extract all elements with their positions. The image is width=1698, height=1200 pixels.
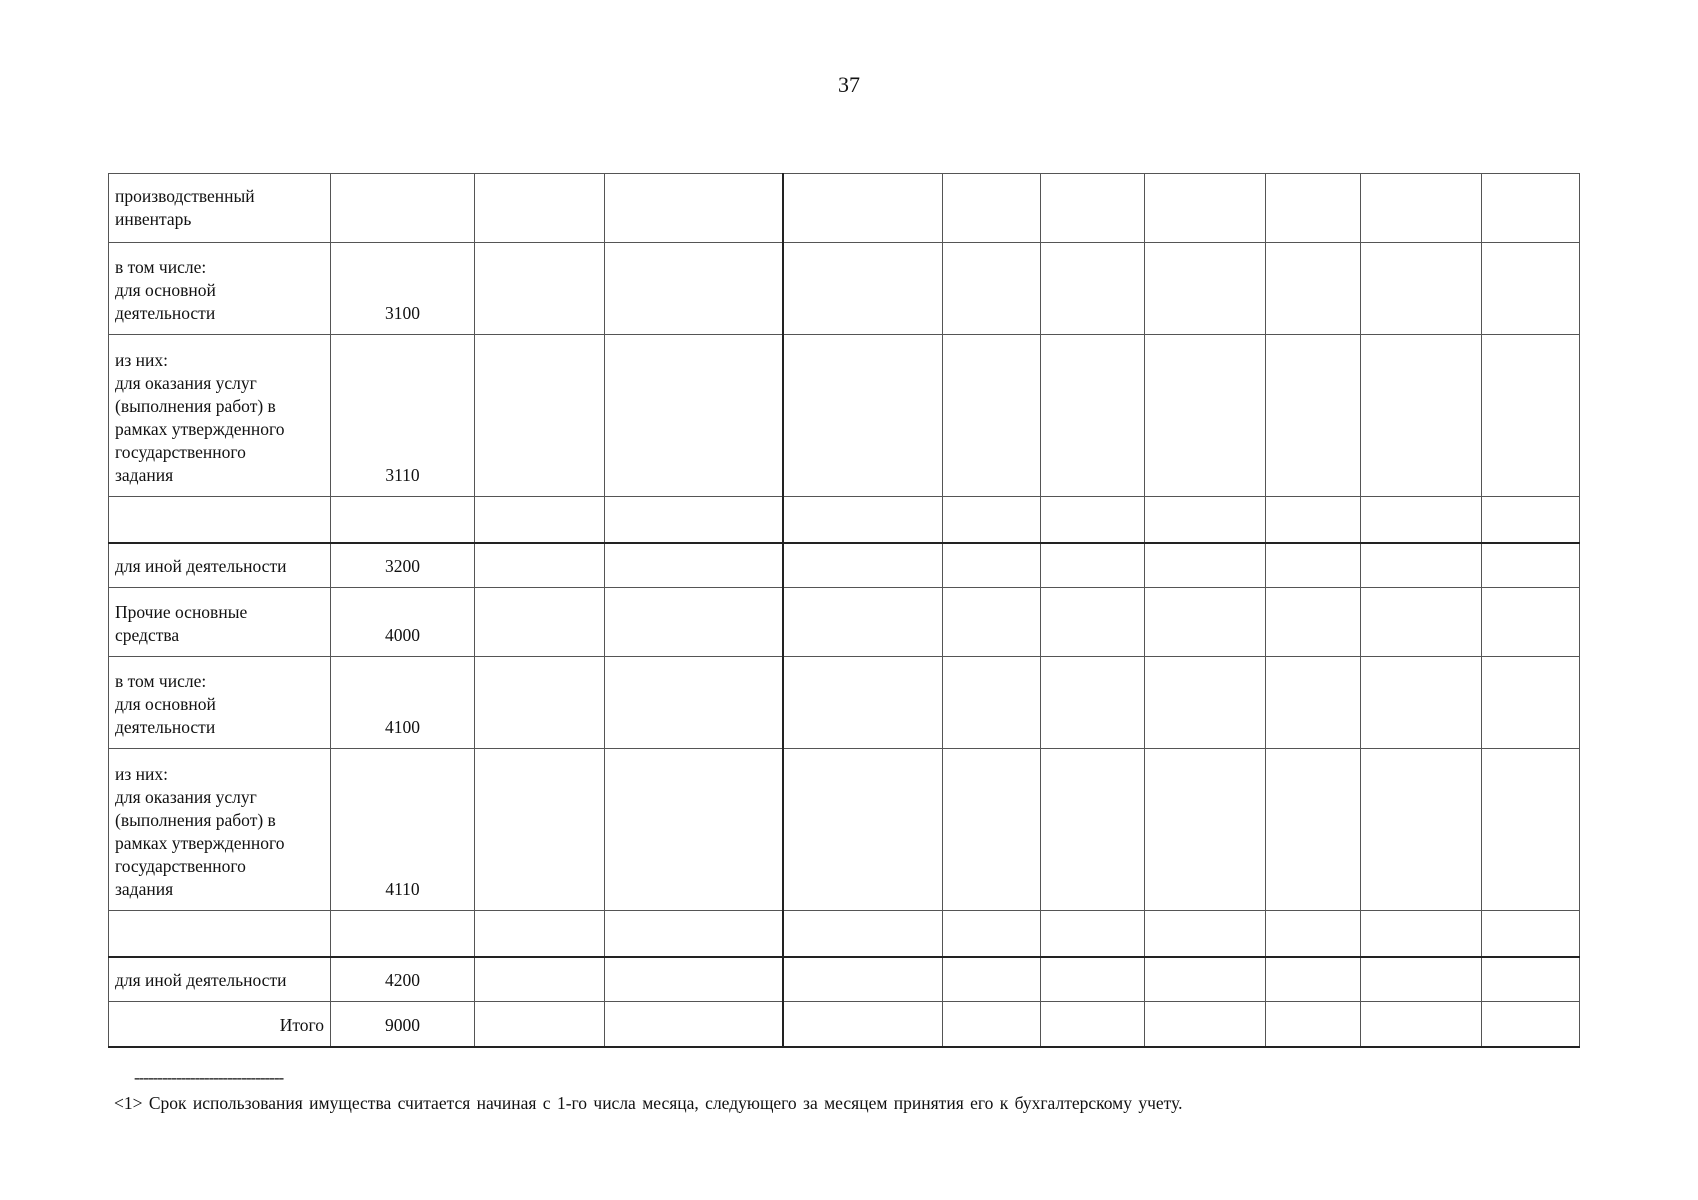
row-label: для иной деятельности [109, 543, 331, 588]
row-label [109, 497, 331, 543]
footnote-text: <1> Срок использования имущества считается начиная с 1-го числа месяца, следующего за месяцем принятия его к бухгалтерскому учету. [114, 1093, 1183, 1113]
table-row [109, 588, 1580, 657]
table-row [109, 657, 1580, 749]
table-row [109, 243, 1580, 335]
assets-table [108, 173, 1580, 1048]
row-code: 3110 [331, 335, 475, 497]
footnote-separator: -------------------------------- [134, 1068, 284, 1087]
row-code: 4200 [331, 957, 475, 1002]
row-code: 4110 [331, 749, 475, 911]
row-label: из них: для оказания услуг (выполнения работ) в рамках утвержденного государственного задания [109, 335, 331, 497]
table-row [109, 335, 1580, 497]
row-label [109, 911, 331, 957]
table-row [109, 174, 1580, 243]
row-label: из них: для оказания услуг (выполнения работ) в рамках утвержденного государственного задания [109, 749, 331, 911]
table-row [109, 543, 1580, 588]
row-code [331, 911, 475, 957]
table-row [109, 1002, 1580, 1047]
row-code: 4100 [331, 657, 475, 749]
total-code: 9000 [331, 1002, 475, 1047]
row-code [331, 497, 475, 543]
row-code [331, 174, 475, 243]
table-row [109, 911, 1580, 957]
row-label: для иной деятельности [109, 957, 331, 1002]
table-row [109, 749, 1580, 911]
page-number: 37 [838, 72, 860, 97]
table-row [109, 957, 1580, 1002]
table-row [109, 497, 1580, 543]
row-label: Прочие основные средства [109, 588, 331, 657]
row-code: 4000 [331, 588, 475, 657]
total-label: Итого [109, 1002, 331, 1047]
row-code: 3100 [331, 243, 475, 335]
row-code: 3200 [331, 543, 475, 588]
row-label: в том числе: для основной деятельности [109, 657, 331, 749]
row-label: в том числе: для основной деятельности [109, 243, 331, 335]
row-label: производственный инвентарь [109, 174, 331, 243]
